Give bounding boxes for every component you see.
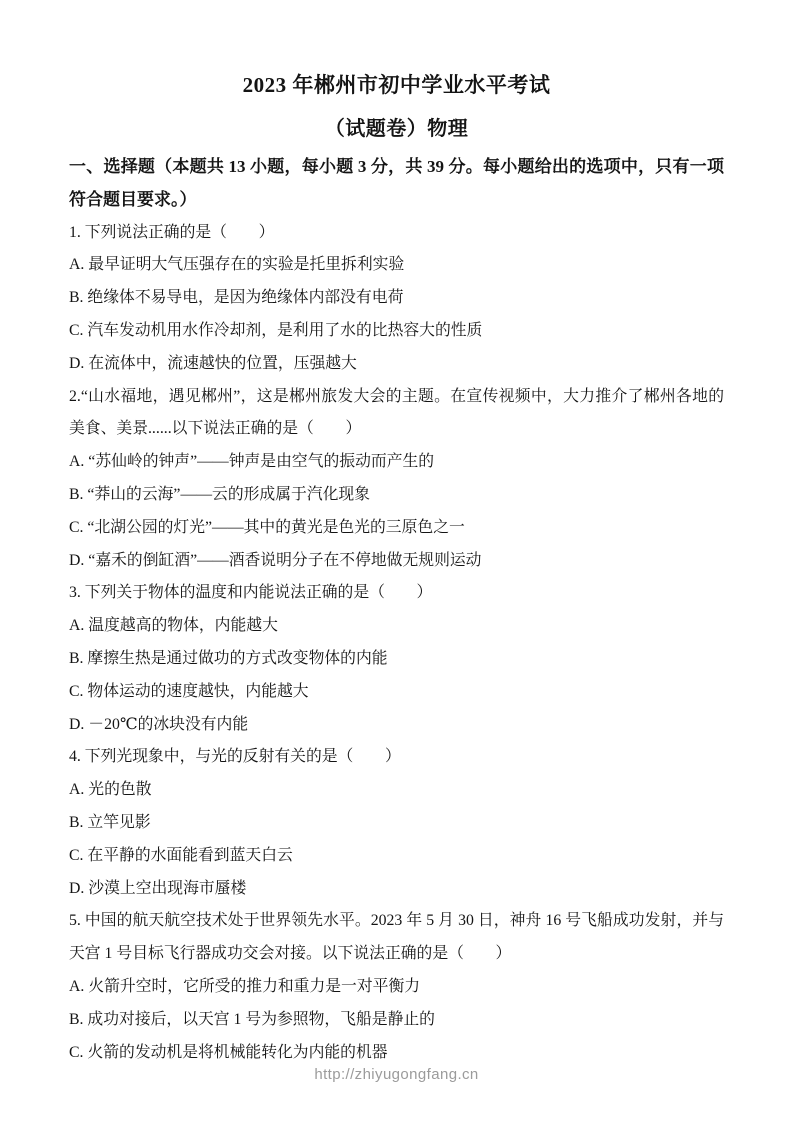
question-5-option-c: C. 火箭的发动机是将机械能转化为内能的机器: [69, 1043, 388, 1061]
question-1: [69, 217, 724, 381]
question-4-option-d: D. 沙漠上空出现海市蜃楼: [69, 879, 247, 897]
question-2: [69, 381, 724, 578]
page-content: [69, 0, 724, 1069]
question-3-option-d: D. －20℃的冰块没有内能: [69, 715, 249, 733]
question-4-option-b: B. 立竿见影: [69, 813, 151, 831]
question-1-option-b: B. 绝缘体不易导电，是因为绝缘体内部没有电荷: [69, 289, 404, 307]
question-2-option-d: D. “嘉禾的倒缸酒”——酒香说明分子在不停地做无规则运动: [69, 551, 482, 569]
question-1-option-c: C. 汽车发动机用水作冷却剂，是利用了水的比热容大的性质: [69, 321, 483, 339]
question-4-option-a: A. 光的色散: [69, 781, 152, 799]
question-3-option-b: B. 摩擦生热是通过做功的方式改变物体的内能: [69, 649, 388, 667]
question-3: [69, 577, 724, 741]
section-heading: 一、选择题（本题共 13 小题，每小题 3 分，共 39 分。每小题给出的选项中，只有一项符合题目要求。）: [69, 157, 724, 209]
question-2-option-c: C. “北湖公园的灯光”——其中的黄光是色光的三原色之一: [69, 518, 465, 536]
question-1-option-a: A. 最早证明大气压强存在的实验是托里拆利实验: [69, 256, 405, 274]
question-1-stem: 1. 下列说法正确的是（ ）: [69, 223, 275, 241]
question-3-option-c: C. 物体运动的速度越快，内能越大: [69, 682, 309, 700]
watermark-url: http://zhiyugongfang.cn: [314, 1066, 479, 1083]
page-title: 2023 年郴州市初中学业水平考试: [242, 73, 551, 97]
question-5-option-b: B. 成功对接后，以天宫 1 号为参照物，飞船是静止的: [69, 1010, 435, 1028]
question-2-stem: 2.“山水福地，遇见郴州”，这是郴州旅发大会的主题。在宣传视频中，大力推介了郴州各地的美食、美景......以下说法正确的是（ ）: [69, 387, 724, 438]
question-5-option-a: A. 火箭升空时，它所受的推力和重力是一对平衡力: [69, 977, 421, 995]
question-1-option-d: D. 在流体中，流速越快的位置，压强越大: [69, 354, 357, 372]
question-2-option-a: A. “苏仙岭的钟声”——钟声是由空气的振动而产生的: [69, 453, 435, 471]
question-3-stem: 3. 下列关于物体的温度和内能说法正确的是（ ）: [69, 584, 433, 602]
question-4-stem: 4. 下列光现象中，与光的反射有关的是（ ）: [69, 748, 401, 766]
question-3-option-a: A. 温度越高的物体，内能越大: [69, 617, 278, 635]
page-subtitle: （试题卷）物理: [324, 118, 469, 140]
question-2-option-b: B. “莽山的云海”——云的形成属于汽化现象: [69, 485, 371, 503]
question-4-option-c: C. 在平静的水面能看到蓝天白云: [69, 846, 293, 864]
question-5: [69, 905, 724, 1069]
question-5-stem: 5. 中国的航天航空技术处于世界领先水平。2023 年 5 月 30 日，神舟 16 号飞船成功发射，并与天宫 1 号目标飞行器成功交会对接。以下说法正确的是（ ）: [69, 912, 724, 963]
question-4: [69, 741, 724, 905]
